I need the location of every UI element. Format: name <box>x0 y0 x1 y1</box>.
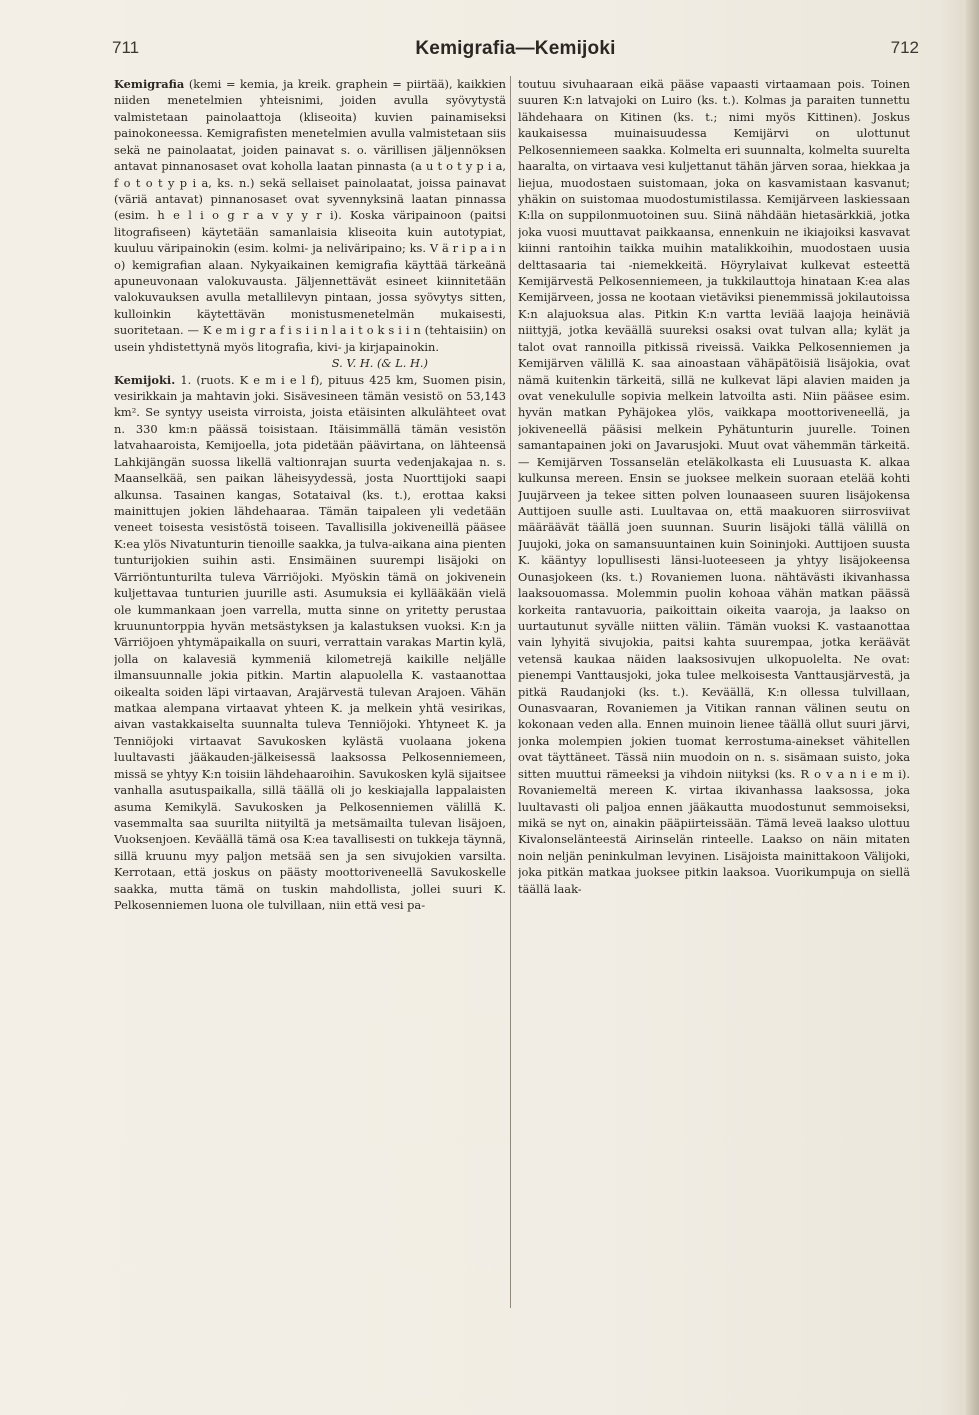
headword-kemijoki: Kemijoki. <box>114 372 176 387</box>
page-header <box>112 38 919 68</box>
left-column <box>114 76 506 1336</box>
article-kemijoki-continued: toutuu sivuhaaraan eikä pääse vapaasti virtaamaan pois. Toinen suuren K:n latvajoki on Luiro (ks. t.). Kolmas ja paraiten tunnettu lähdehaara on Kitinen (ks. t.; nimi myös Kittinen). Joskus kaukaisessa muinaisuudessa Kemijärvi on ulottunut Pelkosenniemeen saakka. Kolmelta eri suunnalta, kolmelta suurelta haaralta, on virtaava vesi kuljettanut tähän järven soraa, hiekkaa ja liejua, muodostaen suistomaan, joka on kasvamistaan kasvanut; yhäkin on suistomaa muodostumistilassa. Kemijärveen laskiessaan K:lla on suppilonmuotoinen suu. Siinä nähdään hietasärkkiä, jotka joka vuosi muuttavat paikkaansa, ennenkuin ne ikiajoiksi kasvavat kiinni rantoihin taikka muihin matalikkoihin, muodostaen uusia delttasaaria tai -niemekkeitä. Höyrylaivat kulkevat esteettä Kemijärvestä Pelkosenniemeen, ja tukkilauttoja hinataan K:ea alas Kemijärveen, jossa ne kootaan vietäviksi pienemmissä jokilautoissa K:n alajuoksua alas. Pitkin K:n vartta leviää laajoja heinäviä niittyjä, jotka keväällä suureksi osaksi ovat tulvan alla; kylät ja talot ovat rannoilla pitkissä riveissä. Vaikka Pelkosenniemen ja Kemijärven välillä K. saa ainoastaan vähäpätöisiä lisäjokia, ovat nämä kuitenkin tärkeitä, sillä ne kulkevat läpi alavien maiden ja ovat venekululle sopivia melkein latvoilta asti. Niin pääsee esim. hyvän matkan Pyhäjokea ylös, vaikkapa moottoriveneellä, ja jokiveneellä pääsisi melkein Pyhätunturin juurelle. Toinen samantapainen joki on Javarusjoki. Muut ovat vähemmän tärkeitä. — Kemijärven Tossanselän eteläkolkasta eli Luusuasta K. alkaa kulkunsa mereen. Ensin se juoksee melkein suoraan etelää kohti Juujärveen ja tekee sitten polven lounaaseen suuren lisäjokensa Auttijoen suulle asti. Luultavaa on, että maakuoren siirrosviivat määräävät täällä joen suunnan. Suurin lisäjoki tällä välillä on Juujoki, joka on samansuuntainen kuin Soininjoki. Auttijoen suusta K. kääntyy lopullisesti länsi-luoteeseen ja yhtyy lisäjokeensa Ounasjokeen (ks. t.) Rovaniemen luona. nähtävästi ikivanhassa laaksouomassa. Molemmin puolin kohoaa vähän matkan päässä korkeita rantavuoria, paikoittain oikeita vaaroja, ja laakso on uurtautunut syvälle niitten väliin. Tämän vuoksi K. vastaanottaa vain lyhyitä sivujokia, paitsi kahta suurempaa, jotka keräävät vetensä kaukaa näiden laaksosivujen ulkopuolelta. Ne ovat: pienempi Vanttausjoki, joka tulee melkoisesta Vanttausjärvestä, ja pitkä Raudanjoki (ks. t.). Keväällä, K:n ollessa tulvillaan, Ounasvaaran, Rovaniemen ja Vitikan rannan välinen seutu on kokonaan veden alla. Ennen muinoin lienee täällä ollut suuri järvi, jonka molempien jokien tuomat kerrostuma-ainekset vähitellen ovat täyttäneet. Tässä niin muodoin on n. s. sisämaan suisto, joka sitten muuttui rämeeksi ja vihdoin niityksi (ks. R o v a n i e m i). Rovaniemeltä mereen K. virtaa ikivanhassa laaksossa, joka luultavasti oli paljoa ennen jääkautta muodostunut semmoiseksi, mikä se nyt on, ainakin pääpiirteissään. Tämä leveä laakso ulottuu Kivalonselänteestä Airinselän rinteelle. Laakso on näin mitaten noin neljän peninkulman levyinen. Lisäjoista mainittakoon Välijoki, joka pitkän matkaa juoksee pitkin laaksoa. Vuorikumpuja on siellä täällä laak- <box>518 77 910 896</box>
author-signature: S. V. H. (& L. H.) <box>331 356 428 371</box>
article-kemijoki <box>114 372 506 914</box>
right-column <box>518 76 910 1336</box>
article-kemigrafia <box>114 76 506 355</box>
running-title: Kemigrafia—Kemijoki <box>415 38 616 59</box>
headword-kemigrafia: Kemigrafia <box>114 77 185 91</box>
column-divider <box>510 76 511 1308</box>
page-edge <box>963 0 979 1415</box>
page-number-left: 711 <box>112 38 140 57</box>
article-body: (kemi = kemia, ja kreik. graphein = piirtää), kaikkien niiden menetelmien yhteisnimi, joiden avulla syövytystä valmistetaan painolaattoja (kliseoita) kuvien painamiseksi painokoneessa. Kemigrafisten menetelmien avulla valmistetaan siis sekä ne painolaatat, joiden painavat s. o. värillisen jäljennöksen antavat pinnanosaset ovat koholla laatan pinnasta (a u t o t y p i a, f o t o t y p i a, ks. n.) sekä sellaiset painolaatat, joissa painavat (väriä antavat) pinnanosaset ovat syvennyksinä laatan pinnassa (esim. h e l i o g r a v y y r i). Koska väripainoon (paitsi litografiseen) käytetään samanlaisia kliseoita kuin autotypiat, kuuluu väripainokin (esim. kolmi- ja neliväripaino; ks. V ä r i p a i n o) kemigrafian alaan. Nykyaikainen kemigrafia käyttää tärkeänä apuneuvonaan valokuvausta. Jäljennettävät esineet kiinnitetään valokuvauksen avulla metallilevyn pintaan, jossa syövytys sitten, kulloinkin käytettävän monistusmenetelmän mukaisesti, suoritetaan. — K e m i g r a f i s i i n l a i t o k s i i n (tehtaisiin) on usein yhdistettynä myös litografia, kivi- ja kirjapainokin. <box>114 77 506 354</box>
page-number-right: 712 <box>890 38 919 57</box>
article-body-left: 1. (ruots. K e m i e l f), pituus 425 km, Suomen pisin, vesirikkain ja mahtavin joki. Sisävesineen tämän vesistö on 53,143 km². Se syntyy useista virroista, joista etäisinten alkulähteet ovat n. 330 km:n päässä toisistaan. Itäisimmällä tämän vesistön latvahaaroista, Kemijoella, jota pidetään päävirtana, on lähteensä Lahkijängän suossa likellä valtionrajan suurta vedenjakajaa n. s. Maanselkää, sen paikan läheisyydessä, josta Nuorttijoki saapi alkunsa. Tasainen kangas, Sotataival (ks. t.), erottaa kaksi mainittujen jokien lähdehaaraa. Tämän taipaleen yli vedetään veneet toisesta vesistöstä toiseen. Tavallisilla jokiveneillä pääsee K:ea ylös Nivatunturin tienoille saakka, ja tulva-aikana aina pienten tunturijokien suihin asti. Ensimäinen suurempi lisäjoki on Värriöntunturilta tuleva Värriöjoki. Myöskin tämä on jokivenein kuljettavaa tunturien juurille asti. Asumuksia ei kyllääkään vielä ole kummankaan joen varrella, mutta sinne on yritetty perustaa kruununtorppia hyvän metsästyksen ja kalastuksen vuoksi. K:n ja Värriöjoen yhtymäpaikalla on suuri, verrattain varakas Martin kylä, jolla on kalavesiä kymmeniä kilometrejä kaikille neljälle ilmansuunnalle jokia pitkin. Martin alapuolella K. vastaanottaa oikealta soiden läpi virtaavan, Arajärvestä tulevan Arajoen. Vähän matkaa alempana virtaavat yhteen K. ja melkein yhtä vesirikas, aivan vastakkaiselta suunnalta tuleva Tenniöjoki. Yhtyneet K. ja Tenniöjoki virtaavat Savukosken kylästä vuolaana jokena luultavasti jääkauden-jälkeisessä laaksossa Pelkosenniemeen, missä se yhtyy K:n toisiin lähdehaaroihin. Savukosken kylä sijaitsee vanhalla asutuspaikalla, sillä täällä oli jo keskiajalla lappalaisten asuma Kemikylä. Savukosken ja Pelkosenniemen välillä K. vasemmalta saa suurilta niityiltä ja metsämailta tulevan lisäjoen, Vuoksenjoen. Keväällä tämä osa K:ea tavallisesti on tukkeja täynnä, sillä kruunu myy paljon metsää sen ja sen sivujokien varsilta. Kerrotaan, että joskus on päästy moottoriveneellä Savukoskelle saakka, mutta tämä on tuskin mahdollista, jollei suuri K. Pelkosenniemen luona ole tulvillaan, niin että vesi pa- <box>114 372 506 913</box>
